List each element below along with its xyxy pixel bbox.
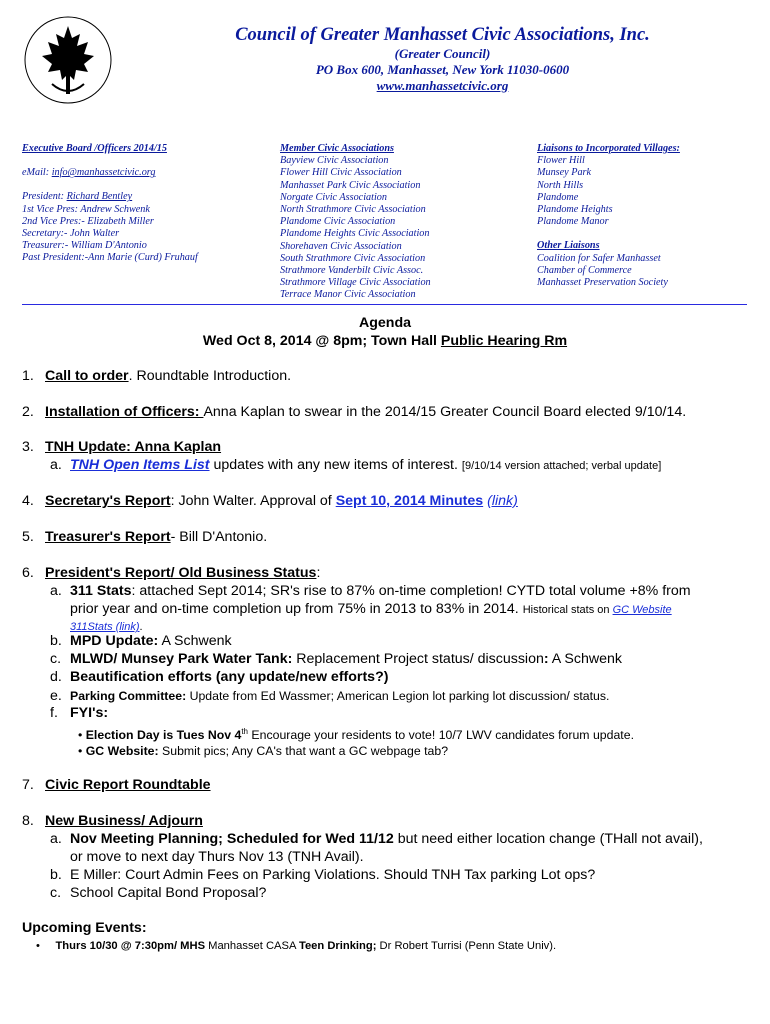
village-item: Plandome xyxy=(537,191,579,203)
org-block xyxy=(115,24,770,94)
agenda-item-8a: a. Nov Meeting Planning; Scheduled for Wed 11/12 but need either location change (THall not avail), xyxy=(50,831,703,847)
agenda-item-8a-line2: or move to next day Thurs Nov 13 (TNH Avail). xyxy=(70,849,364,865)
fyi-bullet-2: • GC Website: Submit pics; Any CA's that want a GC webpage tab? xyxy=(78,744,449,758)
members-column xyxy=(280,143,431,302)
agenda-subtitle: Wed Oct 8, 2014 @ 8pm; Town Hall Public Hearing Rm xyxy=(202,333,568,349)
other-liaison-item: Coalition for Safer Manhasset xyxy=(537,252,661,264)
village-item: North Hills xyxy=(537,179,584,191)
org-short: (Greater Council) xyxy=(394,46,491,61)
agenda-item-8: 8. New Business/ Adjourn xyxy=(22,813,203,829)
letterhead xyxy=(0,0,770,140)
member-item: Plandome Civic Association xyxy=(280,216,396,228)
hearing-room-link[interactable]: Public Hearing Rm xyxy=(440,333,568,349)
officer-line: 1st Vice Pres: Andrew Schwenk xyxy=(22,203,150,215)
officer-line: Secretary:- John Walter xyxy=(22,228,120,240)
email-link[interactable]: info@manhassetcivic.org xyxy=(51,167,156,179)
tnh-open-items-link[interactable]: TNH Open Items List xyxy=(70,457,210,473)
member-item: Bayview Civic Association xyxy=(280,155,389,167)
agenda-item-3a: a. TNH Open Items List updates with any new items of interest. [9/10/14 version attached; verbal update] xyxy=(50,457,662,473)
311stats-link[interactable]: 311Stats (link) xyxy=(70,621,140,633)
agenda-item-6a: a. 311 Stats: attached Sept 2014; SR's rise to 87% on-time completion! CYTD total volume +8% from xyxy=(50,583,691,599)
agenda-item-6: 6. President's Report/ Old Business Status: xyxy=(22,565,321,581)
agenda-item-5: 5. Treasurer's Report- Bill D'Antonio. xyxy=(22,529,268,545)
agenda-item-8c: c. School Capital Bond Proposal? xyxy=(50,885,267,901)
agenda-item-6e: e. Parking Committee: Update from Ed Wassmer; American Legion lot parking lot discussion/ status. xyxy=(50,688,610,704)
liaisons-column xyxy=(537,143,680,289)
member-item: Flower Hill Civic Association xyxy=(280,167,402,179)
minutes-link-2[interactable]: (link) xyxy=(487,493,518,509)
minutes-link[interactable]: Sept 10, 2014 Minutes xyxy=(335,493,484,509)
agenda-item-8b: b. E Miller: Court Admin Fees on Parking Violations. Should TNH Tax parking Lot ops? xyxy=(50,867,596,883)
org-address: PO Box 600, Manhasset, New York 11030-0600 xyxy=(315,62,570,77)
agenda-item-6b: b. MPD Update: A Schwenk xyxy=(50,633,232,649)
president-line: President: Richard Bentley xyxy=(22,191,133,203)
member-item: Manhasset Park Civic Association xyxy=(280,179,421,191)
header-divider xyxy=(22,304,747,305)
other-liaisons-heading: Other Liaisons xyxy=(537,240,600,252)
email-line: eMail: info@manhassetcivic.org xyxy=(22,167,156,179)
maple-leaf-seal-icon xyxy=(22,14,114,106)
other-liaison-item: Chamber of Commerce xyxy=(537,264,632,276)
member-item: South Strathmore Civic Association xyxy=(280,252,426,264)
fyi-bullet-1: • Election Day is Tues Nov 4th Encourage your residents to vote! 10/7 LWV candidates forum update. xyxy=(78,727,634,743)
agenda-item-6c: c. MLWD/ Munsey Park Water Tank: Replacement Project status/ discussion: A Schwenk xyxy=(50,651,622,667)
upcoming-event-1: • Thurs 10/30 @ 7:30pm/ MHS Manhasset CASA Teen Drinking; Dr Robert Turrisi (Penn State Univ). xyxy=(36,940,557,952)
member-item: Strathmore Vanderbilt Civic Assoc. xyxy=(280,265,424,277)
exec-board-heading: Executive Board /Officers 2014/15 xyxy=(22,143,167,154)
liaisons-heading: Liaisons to Incorporated Villages: xyxy=(537,143,680,154)
village-item: Flower Hill xyxy=(537,155,585,167)
agenda-item-6f: f. FYI's: xyxy=(50,705,109,721)
officer-line: Treasurer:- William D'Antonio xyxy=(22,240,147,252)
village-item: Plandome Manor xyxy=(537,216,609,228)
agenda-item-6a-line2: prior year and on-time completion up from 75% in 2013 to 83% in 2014. Historical stats on GC Website xyxy=(70,601,672,617)
member-item: Strathmore Village Civic Association xyxy=(280,277,431,289)
members-heading: Member Civic Associations xyxy=(280,143,394,154)
officer-line: 2nd Vice Pres:- Elizabeth Miller xyxy=(22,215,154,227)
agenda-item-4: 4. Secretary's Report: John Walter. Approval of Sept 10, 2014 Minutes (link) xyxy=(22,493,518,509)
member-item: North Strathmore Civic Association xyxy=(280,204,426,216)
member-item: Norgate Civic Association xyxy=(280,191,387,203)
agenda-item-6d: d. Beautification efforts (any update/new efforts?) xyxy=(50,669,389,685)
agenda-item-2: 2. Installation of Officers: Anna Kaplan to swear in the 2014/15 Greater Council Board elected 9/10/14. xyxy=(22,404,687,420)
village-item: Munsey Park xyxy=(537,167,592,179)
agenda-item-1: 1. Call to order. Roundtable Introduction. xyxy=(22,368,292,384)
agenda-title: Agenda xyxy=(358,315,412,331)
agenda-item-6a-line3: 311Stats (link). xyxy=(70,621,143,633)
officer-line: Past President:-Ann Marie (Curd) Fruhauf xyxy=(22,252,198,264)
org-website-link[interactable]: www.manhassetcivic.org xyxy=(376,78,509,93)
agenda-item-3: 3. TNH Update: Anna Kaplan xyxy=(22,439,222,455)
gc-website-link[interactable]: GC Website xyxy=(612,604,672,616)
member-item: Plandome Heights Civic Association xyxy=(280,228,430,240)
other-liaison-item: Manhasset Preservation Society xyxy=(537,277,668,289)
upcoming-events-heading: Upcoming Events: xyxy=(22,920,147,936)
president-link[interactable]: Richard Bentley xyxy=(66,191,133,203)
member-item: Shorehaven Civic Association xyxy=(280,240,402,252)
agenda-item-7: 7. Civic Report Roundtable xyxy=(22,777,211,793)
exec-board-column xyxy=(22,143,198,265)
village-item: Plandome Heights xyxy=(537,204,613,216)
member-item: Terrace Manor Civic Association xyxy=(280,289,416,301)
org-name: Council of Greater Manhasset Civic Associations, Inc. xyxy=(235,25,650,45)
